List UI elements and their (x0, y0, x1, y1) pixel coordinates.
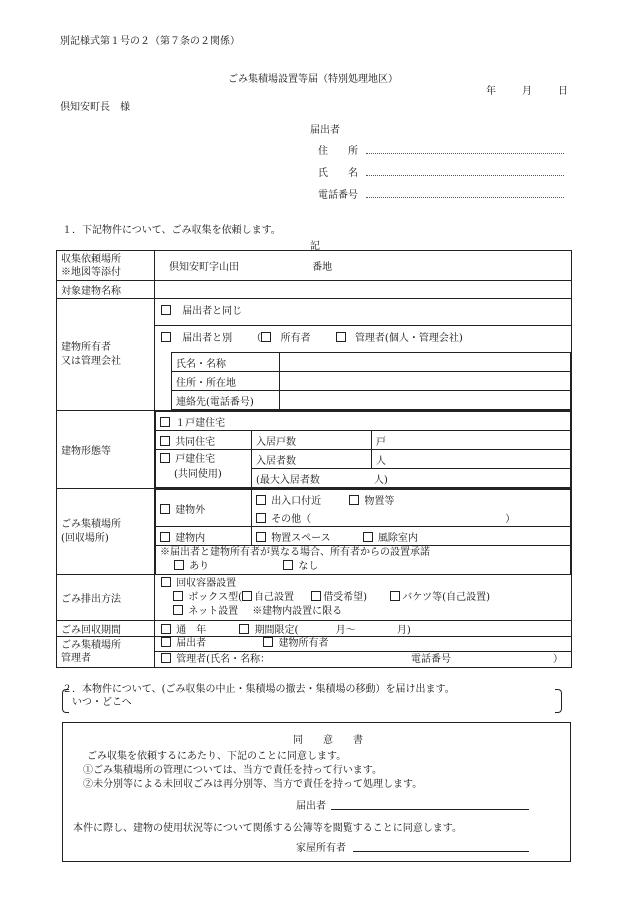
checkbox-icon[interactable] (173, 591, 183, 601)
applicant-name-label: 氏 名 (318, 168, 358, 179)
residents-label: 入居者数 (252, 450, 372, 469)
consent-line1: ごみ収集を依頼するにあたり、下記のことに同意します。 (87, 751, 347, 762)
section2-heading: ２．本物件について、(ごみ収集の中止・集積場の撤去・集積場の移動）を届け出ます。 (62, 684, 455, 695)
form-title: ごみ集積場設置等届（特別処理地区） (228, 74, 398, 85)
request-table (56, 250, 572, 668)
checkbox-icon[interactable] (349, 495, 359, 505)
date-month-label: 月 (522, 86, 532, 97)
owner-details-table (171, 352, 571, 410)
checkbox-icon[interactable] (256, 495, 266, 505)
type-apartment-option[interactable]: 共同住宅 (156, 431, 252, 450)
checkbox-icon[interactable] (173, 605, 183, 615)
households-label: 入居戸数 (252, 431, 372, 450)
consent-line2: ①ごみ集積場所の管理については、当方で責任を持って行います。 (83, 765, 382, 776)
checkbox-icon[interactable] (161, 305, 171, 315)
method-container-option[interactable]: 回収容器設置 (161, 577, 567, 591)
signer1-line[interactable] (331, 809, 529, 810)
collection-period-label: ごみ回収期間 (57, 621, 155, 637)
applicant-address-field[interactable] (366, 153, 564, 154)
checkbox-icon[interactable] (161, 653, 171, 663)
households-field[interactable]: 戸 (372, 431, 571, 450)
collection-period-cell: 通 年 期間限定( 月～ 月) (155, 621, 572, 637)
consent-box (62, 722, 571, 862)
consent-line3: ②未分別等による未回収ごみは再分別等、当方で責任を持って処理します。 (83, 779, 423, 790)
building-name-label: 対象建物名称 (57, 281, 155, 299)
applicant-address-label: 住 所 (318, 146, 358, 157)
method-net-option[interactable]: ネット設置 ※建物内設置に限る (161, 605, 567, 619)
applicant-heading: 届出者 (310, 125, 340, 136)
site-consent-row: ※届出者と建物所有者が異なる場合、所有者からの設置承諾 あり なし (156, 546, 571, 575)
residents-field[interactable]: 人 (372, 450, 571, 469)
checkbox-icon[interactable] (160, 436, 170, 446)
section1-heading: １．下記物件について、ごみ収集を依頼します。 (62, 225, 281, 236)
applicant-name-field[interactable] (366, 175, 564, 176)
site-outside-option[interactable]: 建物外 (156, 490, 252, 527)
max-residents-field[interactable]: (最大入居者数 人) (252, 469, 571, 488)
addressee: 倶知安町長 様 (60, 102, 130, 113)
applicant-phone-field[interactable] (366, 197, 564, 198)
consent-title: 同 意 書 (293, 735, 363, 746)
checkbox-icon[interactable] (160, 417, 170, 427)
type-shared-option[interactable]: 戸建住宅 (共同使用) (156, 450, 252, 488)
checkbox-icon[interactable] (311, 591, 321, 601)
site-other-row[interactable]: その他（ ） (252, 508, 571, 527)
consent-line4: 本件に際し、建物の使用状況等について関係する公簿等を閲覧することに同意します。 (73, 823, 462, 834)
site-inside-option[interactable]: 建物内 (156, 527, 252, 546)
checkbox-icon[interactable] (256, 532, 266, 542)
checkbox-icon[interactable] (390, 591, 400, 601)
building-type-table (155, 411, 571, 488)
site-entrance-row: 出入口付近 物置等 (252, 490, 571, 509)
disposal-method-label: ごみ排出方法 (57, 575, 155, 621)
checkbox-icon[interactable] (160, 532, 170, 542)
building-type-label: 建物形態等 (57, 411, 155, 489)
site-cell (155, 489, 572, 575)
ki-label: 記 (310, 241, 320, 252)
owner-name-label: 氏名・名称 (172, 353, 280, 372)
type-detached-option[interactable]: １戸建住宅 (156, 412, 571, 431)
checkbox-icon[interactable] (336, 332, 346, 342)
when-where-field[interactable] (62, 689, 562, 713)
owner-diff-option[interactable]: 届出者と別 （ 所有者 管理者(個人・管理会社) (155, 326, 571, 352)
when-where-label: いつ・どこへ (72, 697, 132, 708)
site-label-cell: ごみ集積場所 (回収場所) (57, 489, 155, 575)
date-day-label: 日 (558, 86, 568, 97)
location-town: 倶知安町字山田 (169, 262, 239, 273)
checkbox-icon[interactable] (174, 560, 184, 570)
site-inside-row: 物置スペース 風除室内 (252, 527, 571, 546)
location-banchi: 番地 (312, 262, 333, 273)
checkbox-icon[interactable] (283, 560, 293, 570)
disposal-method-cell (155, 575, 572, 621)
signer1-label: 届出者 (296, 801, 326, 812)
checkbox-icon[interactable] (161, 624, 171, 634)
checkbox-icon[interactable] (239, 624, 249, 634)
checkbox-icon[interactable] (263, 637, 273, 647)
manager-row2[interactable]: 管理者(氏名・名称： 電話番号 ） (155, 652, 571, 667)
owner-name-field[interactable] (280, 353, 571, 372)
owner-contact-field[interactable] (280, 391, 571, 410)
form-number: 別記様式第１号の２（第７条の２関係） (60, 36, 240, 47)
manager-row1: 届出者 建物所有者 (155, 637, 571, 652)
owner-same-option[interactable]: 届出者と同じ (155, 299, 571, 326)
owner-address-label: 住所・所在地 (172, 372, 280, 391)
checkbox-icon[interactable] (161, 332, 171, 342)
location-label-cell: 収集依頼場所 ※地図等添付 (57, 251, 155, 281)
applicant-phone-label: 電話番号 (318, 190, 358, 201)
building-name-field[interactable] (155, 281, 572, 299)
checkbox-icon[interactable] (242, 591, 252, 601)
method-box-option[interactable]: ボックス型( 自己設置 借受希望) バケツ等(自己設置) (161, 591, 567, 605)
checkbox-icon[interactable] (161, 577, 171, 587)
signer2-label: 家屋所有者 (296, 843, 346, 854)
owner-contact-label: 連絡先(電話番号) (172, 391, 280, 410)
site-manager-cell (155, 637, 572, 668)
checkbox-icon[interactable] (160, 504, 170, 514)
checkbox-icon[interactable] (261, 332, 271, 342)
signer2-line[interactable] (353, 851, 529, 852)
owner-cell (155, 299, 572, 411)
checkbox-icon[interactable] (256, 513, 266, 523)
location-value-cell[interactable] (155, 251, 572, 281)
building-type-cell (155, 411, 572, 489)
checkbox-icon[interactable] (161, 637, 171, 647)
checkbox-icon[interactable] (160, 453, 170, 463)
owner-label-cell: 建物所有者 又は管理会社 (57, 299, 155, 411)
owner-address-field[interactable] (280, 372, 571, 391)
checkbox-icon[interactable] (363, 532, 373, 542)
site-manager-label-cell: ごみ集積場所 管理者 (57, 637, 155, 668)
site-table (155, 489, 571, 574)
date-year-label: 年 (486, 86, 496, 97)
